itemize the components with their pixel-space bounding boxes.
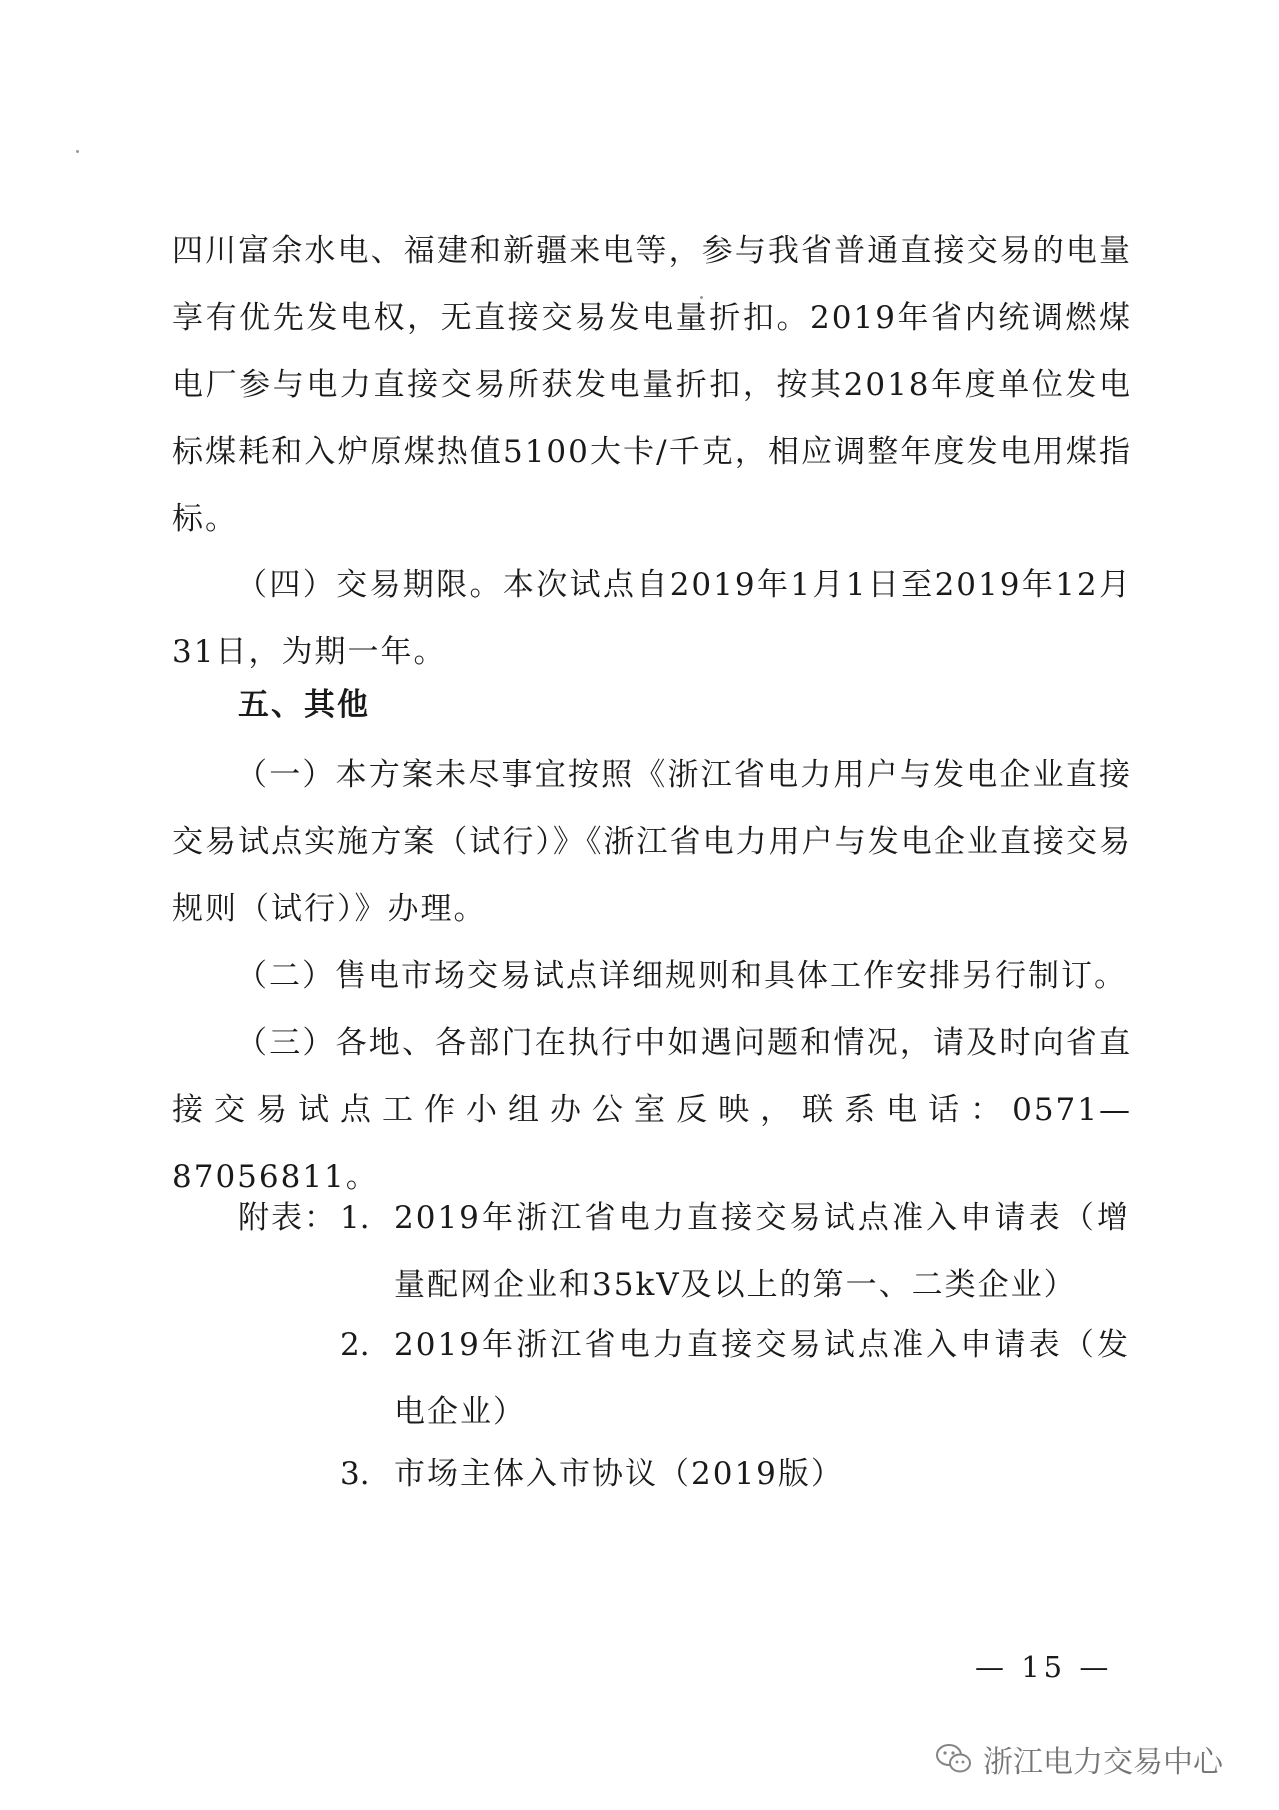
section-heading-other: 五、其他 [238,687,370,723]
attachment-3-text: 市场主体入市协议（2019版） [394,1456,844,1492]
paragraph-unspecified-matters: （一）本方案未尽事宜按照《浙江省电力用户与发电企业直接交易试点实施方案（试行）》《浙江省电力用户与发电企业直接交易规则（试行）》办理。 [172,757,1132,927]
attachment-2-number: 2. [340,1327,370,1363]
scan-speck [76,150,79,153]
paragraph-contact: （三）各地、各部门在执行中如遇问题和情况，请及时向省直接交易试点工作小组办公室反映，联系电话：0571—87056811。 [172,1025,1132,1195]
attachment-1-text: 2019年浙江省电力直接交易试点准入申请表（增量配网企业和35kV及以上的第一、二类企业） [394,1200,1130,1303]
attachment-1-number: 1. [340,1200,370,1236]
paragraph-generation-discount: 四川富余水电、福建和新疆来电等，参与我省普通直接交易的电量享有优先发电权，无直接交易发电量折扣。2019年省内统调燃煤电厂参与电力直接交易所获发电量折扣，按其2018年度单位发电标煤耗和入炉原煤热值5100大卡/千克，相应调整年度发电用煤指标。 [172,233,1132,537]
paragraph-trading-period: （四）交易期限。本次试点自2019年1月1日至2019年12月31日，为期一年。 [172,567,1132,670]
watermark [935,1737,1223,1781]
paragraph-retail-rules: （二）售电市场交易试点详细规则和具体工作安排另行制订。 [236,958,1127,994]
page-number: — 15 — [975,1650,1113,1684]
wechat-icon [935,1743,973,1775]
attachments-label: 附表： [238,1200,337,1236]
attachment-3-number: 3. [340,1456,370,1492]
watermark-text: 浙江电力交易中心 [983,1745,1223,1780]
attachment-2-text: 2019年浙江省电力直接交易试点准入申请表（发电企业） [394,1327,1130,1430]
